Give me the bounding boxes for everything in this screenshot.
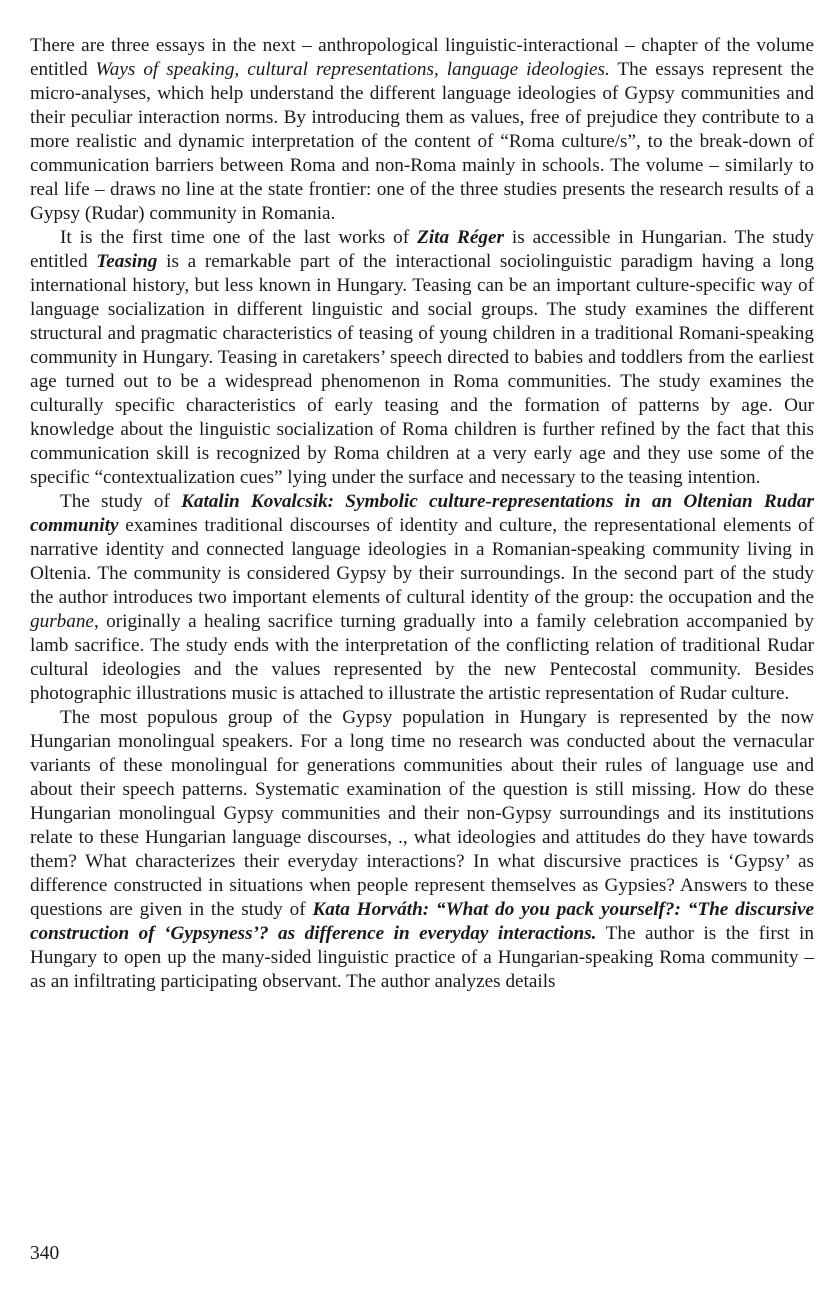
page-body bbox=[30, 34, 814, 994]
study-title-horvath: Kata Horváth: “What do you pack yourself?: “The discursive construction of ‘Gypsyness’? as difference in everyday interactions. bbox=[30, 899, 814, 944]
paragraph-1-text-a: There are three essays in the next – anthropological linguistic-interactional – chapter of the volume entitled bbox=[30, 35, 814, 80]
study-title-teasing: Teasing bbox=[96, 251, 158, 272]
paragraph-2 bbox=[30, 226, 814, 490]
paragraph-3-text-a: The study of bbox=[60, 491, 182, 512]
term-gurbane: gurbane bbox=[30, 611, 94, 632]
volume-title: Ways of speaking, cultural representations, language ideologies. bbox=[95, 59, 610, 80]
paragraph-3 bbox=[30, 490, 814, 706]
author-name-reger: Zita Réger bbox=[417, 227, 504, 248]
paragraph-1-text-c: The essays represent the micro-analyses, which help understand the different language ideologies of Gypsy communities and their peculiar interaction norms. By introducing them as values, free of prejudice they contribute to a more realistic and dynamic interpretation of the content of “Roma culture/s”, to the break-down of communication barriers between Roma and non-Roma mainly in schools. The volume – similarly to real life – draws no line at the state frontier: one of the three studies presents the research results of a Gypsy (Rudar) community in Romania. bbox=[30, 59, 814, 224]
paragraph-3-text-c: examines traditional discourses of identity and culture, the representational elements of narrative identity and connected language ideologies in a Romanian-speaking community living in Oltenia. The community is considered Gypsy by their surroundings. In the second part of the study the author introduces two important elements of cultural identity of the group: the occupation and the bbox=[30, 515, 814, 608]
paragraph-2-text-c: is accessible in Hungarian. The study entitled bbox=[30, 227, 814, 272]
paragraph-3-text-e: , originally a healing sacrifice turning gradually into a family celebration accompanied by lamb sacrifice. The study ends with the interpretation of the conflicting relation of traditional Rudar cultural ideologies and the values represented by the new Pentecostal community. Besides photographic illustrations music is attached to illustrate the artistic representation of Rudar culture. bbox=[30, 611, 814, 704]
paragraph-2-text-e: is a remarkable part of the interactional sociolinguistic paradigm having a long international history, but less known in Hungary. Teasing can be an important culture-specific way of language socialization in different linguistic and social groups. The study examines the different structural and pragmatic characteristics of teasing of young children in a traditional Romani-speaking community in Hungary. Teasing in caretakers’ speech directed to babies and toddlers from the earliest age turned out to be a widespread phenomenon in Roma communities. The study examines the culturally specific characteristics of early teasing and the formation of patterns by age. Our knowledge about the linguistic socialization of Roma children is further refined by the fact that this communication skill is recognized by Roma children at a very early age and they use some of the specific “contextualization cues” lying under the surface and necessary to the teasing intention. bbox=[30, 251, 814, 488]
study-title-kovalcsik: Katalin Kovalcsik: Symbolic culture-representations in an Oltenian Rudar community bbox=[30, 491, 814, 536]
page-number: 340 bbox=[30, 1243, 60, 1264]
paragraph-4 bbox=[30, 706, 814, 994]
paragraph-2-text-a: It is the first time one of the last works of bbox=[60, 227, 418, 248]
paragraph-4-text-c: The author is the first in Hungary to open up the many-sided linguistic practice of a Hungarian-speaking Roma community – as an infiltrating participating observant. The author analyzes details bbox=[30, 923, 814, 992]
paragraph-4-text-a: The most populous group of the Gypsy population in Hungary is represented by the now Hungarian monolingual speakers. For a long time no research was conducted about the vernacular variants of these monolingual for generations communities about their rules of language use and about their speech patterns. Systematic examination of the question is still missing. How do these Hungarian monolingual Gypsy communities and their non-Gypsy surroundings and its institutions relate to these Hungarian language discourses, ., what ideologies and attitudes do they have towards them? What characterizes their everyday interactions? In what discursive practices is ‘Gypsy’ as difference constructed in situations when people represent themselves as Gypsies? Answers to these questions are given in the study of bbox=[30, 707, 814, 920]
paragraph-1 bbox=[30, 34, 814, 226]
